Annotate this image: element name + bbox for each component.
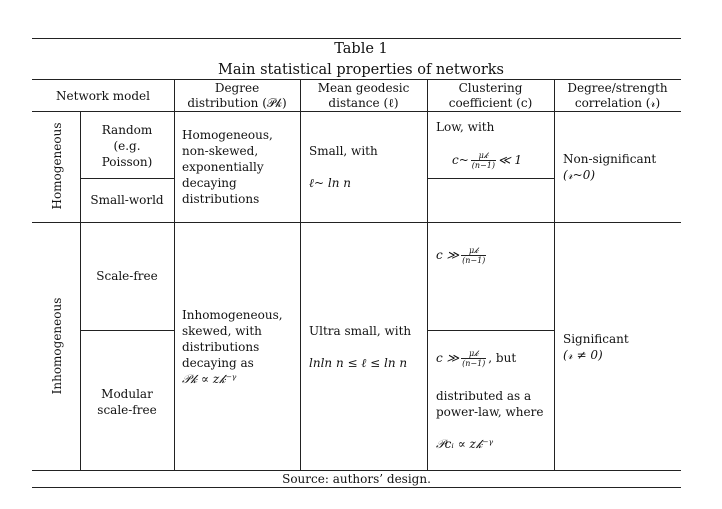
inhom-degree-line3: distributions — [182, 340, 260, 354]
header-correlation-line1: Degree/strength — [567, 81, 668, 95]
rule-top — [32, 38, 681, 39]
rule-random-smallworld — [80, 178, 174, 179]
vrule-degree — [300, 79, 301, 470]
model-scale-free: Scale-free — [96, 269, 158, 283]
rule-clustering-split — [427, 178, 554, 179]
hom-clustering-formula — [452, 148, 522, 172]
group-homogeneous: Homogeneous — [50, 122, 64, 210]
model-small-world: Small-world — [90, 193, 164, 207]
hom-clustering-intro: Low, with — [436, 120, 495, 134]
rule-scalefree-modular — [80, 330, 174, 331]
inhom-correlation-line1: Significant — [563, 332, 629, 346]
sf-frac-num: μ𝓀 — [461, 246, 486, 256]
table-number: Table 1 — [334, 41, 388, 57]
rule-clustering-inhom-split — [427, 330, 554, 331]
rule-group-divider — [32, 222, 681, 223]
inhom-degree-line4: decaying as — [182, 356, 254, 370]
header-geodesic-line2: distance (ℓ) — [328, 96, 399, 110]
hom-degree-line4: decaying — [182, 176, 237, 190]
sf-frac-den: (n−1) — [462, 256, 486, 265]
header-network-model: Network model — [56, 89, 150, 103]
sf-clustering-lhs: c ≫ — [436, 248, 460, 262]
mod-clustering-lhs: c ≫ — [436, 351, 460, 365]
model-random-line2: (e.g. — [113, 139, 141, 153]
inhom-geodesic-line1: Ultra small, with — [309, 324, 412, 338]
sf-clustering-formula — [436, 243, 488, 267]
mod-frac-num: μ𝓀 — [461, 349, 486, 359]
mod-clustering-formula2: 𝒫cᵢ ∝ z𝓀⁻ᵞ — [436, 437, 494, 451]
hom-geodesic-line1: Small, with — [309, 144, 378, 158]
hom-geodesic-formula: ℓ~ ln 𝑛 — [309, 176, 351, 190]
inhom-geodesic-formula: lnln 𝑛 ≤ ℓ ≤ ln 𝑛 — [309, 356, 408, 370]
vrule-clustering — [554, 79, 555, 470]
vrule-geodesic — [427, 79, 428, 470]
mod-clustering-line3: power-law, where — [436, 405, 544, 419]
hom-degree-line5: distributions — [182, 192, 260, 206]
inhom-correlation-line2: (𝓇 ≠ 0) — [563, 348, 603, 362]
inhom-degree-formula: 𝒫𝓀 ∝ z𝓀⁻ᵞ — [182, 372, 237, 386]
rule-header-bottom — [32, 111, 681, 112]
hom-correlation-line2: (𝓇~0) — [563, 168, 596, 182]
inhom-degree-line2: skewed, with — [182, 324, 262, 338]
hom-degree-line3: exponentially — [182, 160, 264, 174]
header-degree-line2: distribution (𝒫𝓀) — [187, 96, 287, 110]
header-correlation-line2: correlation (𝓇) — [574, 96, 661, 110]
model-random-line3: Poisson) — [101, 155, 153, 169]
hom-frac-num: μ𝓀 — [471, 151, 496, 161]
table-title: Main statistical properties of networks — [218, 62, 504, 78]
hom-frac-den: (n−1) — [471, 161, 495, 170]
hom-clustering-fraction — [471, 151, 496, 170]
hom-degree-line1: Homogeneous, — [182, 128, 273, 142]
header-clustering-line1: Clustering — [458, 81, 523, 95]
model-modular-line1: Modular — [101, 387, 153, 401]
table-source: Source: authors’ design. — [282, 472, 431, 486]
header-geodesic-line1: Mean geodesic — [317, 81, 410, 95]
inhom-degree-line1: Inhomogeneous, — [182, 308, 283, 322]
mod-clustering-line2: distributed as a — [436, 389, 532, 403]
model-modular-line2: scale-free — [97, 403, 157, 417]
model-random-line1: Random — [101, 123, 153, 137]
hom-clustering-rhs: ≪ 1 — [497, 153, 522, 167]
rule-bottom — [32, 487, 681, 488]
group-inhomogeneous: Inhomogeneous — [50, 297, 64, 395]
hom-degree-line2: non-skewed, — [182, 144, 259, 158]
header-clustering-line2: coefficient (c) — [448, 96, 533, 110]
mod-clustering-suffix: , but — [488, 351, 517, 365]
hom-clustering-lhs: c~ — [452, 153, 469, 167]
vrule-model — [174, 79, 175, 470]
sf-clustering-fraction — [461, 246, 486, 265]
mod-clustering-fraction — [461, 349, 486, 368]
mod-clustering-formula — [436, 346, 516, 370]
hom-correlation-line1: Non-significant — [563, 152, 657, 166]
mod-frac-den: (n−1) — [462, 359, 486, 368]
header-degree-line1: Degree — [214, 81, 260, 95]
